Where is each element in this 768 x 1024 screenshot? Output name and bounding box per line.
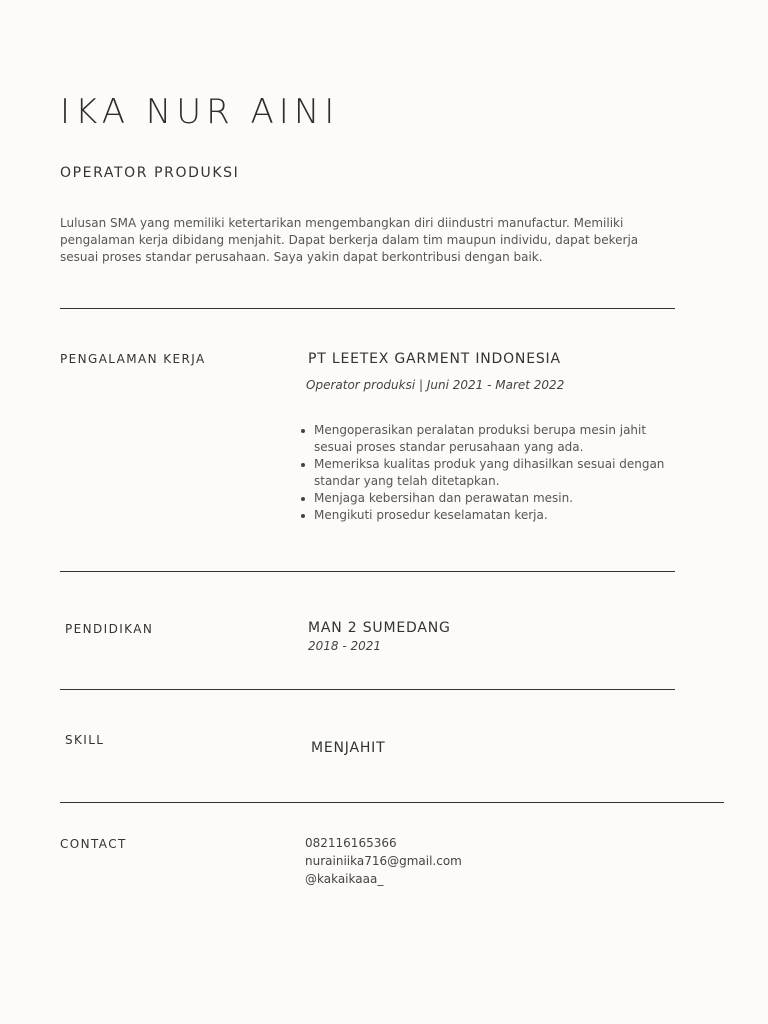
skill-item: MENJAHIT [311, 740, 386, 756]
duty-item: Mengikuti prosedur keselamatan kerja. [300, 507, 680, 524]
duty-item: Mengoperasikan peralatan produksi berupa mesin jahit sesuai proses standar perusahaan yang ada. [300, 422, 680, 456]
duty-item: Menjaga kebersihan dan perawatan mesin. [300, 490, 680, 507]
experience-company: PT LEETEX GARMENT INDONESIA [308, 351, 561, 367]
experience-label: PENGALAMAN KERJA [60, 352, 206, 366]
duty-item: Memeriksa kualitas produk yang dihasilkan sesuai dengan standar yang telah ditetapkan. [300, 456, 680, 490]
education-label: PENDIDIKAN [65, 622, 154, 636]
contact-email: nurainiika716@gmail.com [305, 854, 462, 868]
education-school: MAN 2 SUMEDANG [308, 620, 451, 636]
job-title: OPERATOR PRODUKSI [60, 165, 240, 181]
education-years: 2018 - 2021 [308, 639, 382, 653]
divider-2 [60, 571, 675, 572]
skill-label: SKILL [65, 733, 105, 747]
contact-phone: 082116165366 [305, 836, 397, 850]
divider-4 [60, 802, 724, 803]
experience-duties [300, 422, 680, 524]
profile-summary: Lulusan SMA yang memiliki ketertarikan mengembangkan diri diindustri manufactur. Memiliki pengalaman kerja dibidang menjahit. Dapat berkerja dalam tim maupun individu, dapat bekerja sesuai proses standar perusahaan. Saya yakin dapat berkontribusi dengan baik. [60, 216, 639, 264]
divider-3 [60, 689, 675, 690]
contact-label: CONTACT [60, 837, 127, 851]
divider-1 [60, 308, 675, 309]
experience-position: Operator produksi | Juni 2021 - Maret 2022 [306, 378, 565, 392]
resume-name: IKA NUR AINI [60, 92, 340, 132]
contact-social: @kakaikaaa_ [305, 872, 384, 886]
